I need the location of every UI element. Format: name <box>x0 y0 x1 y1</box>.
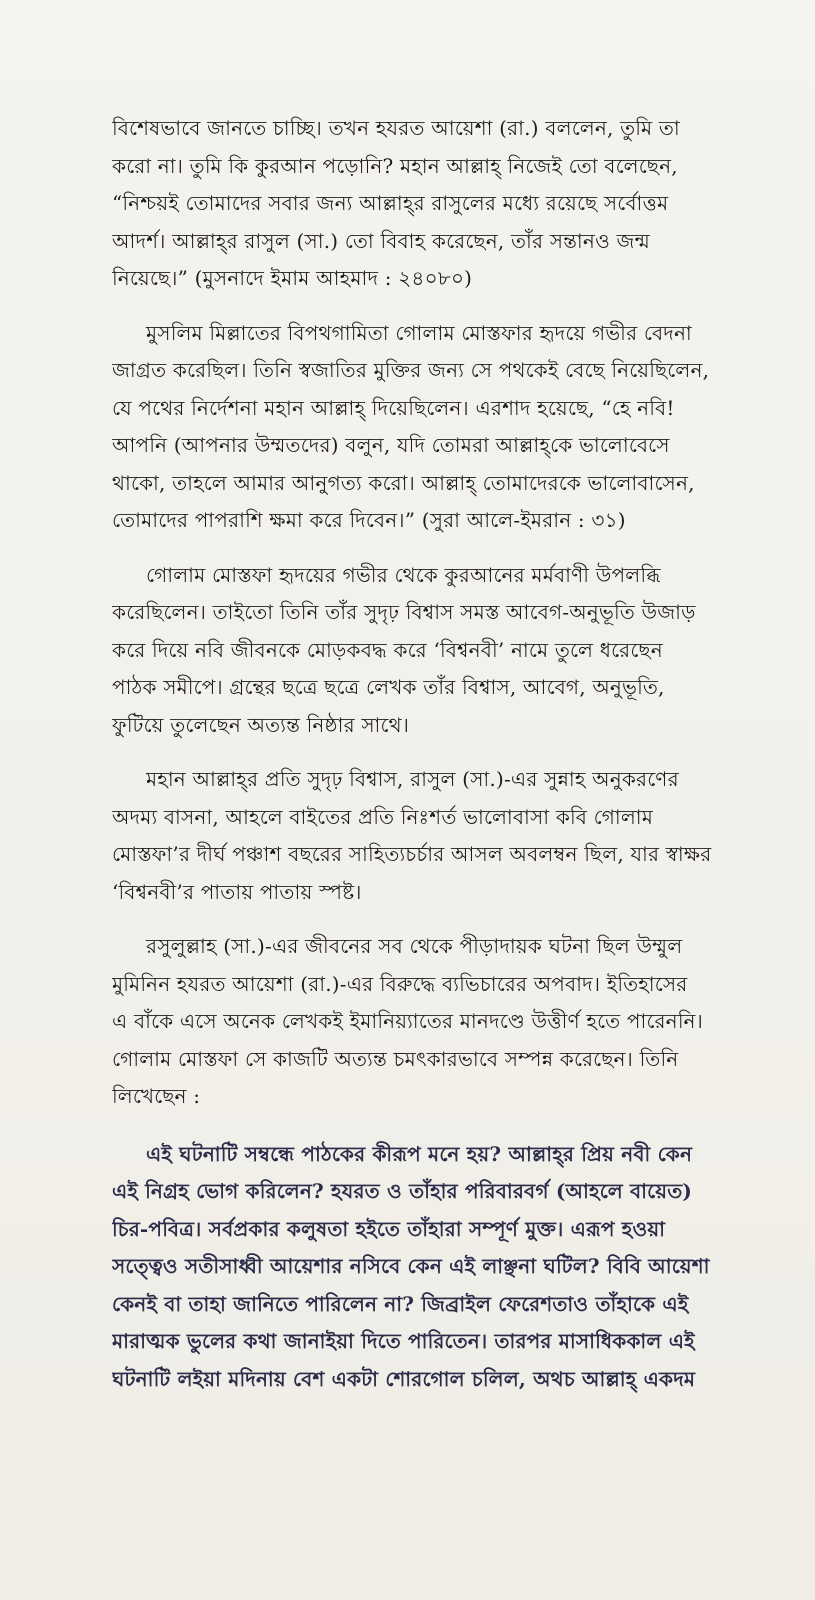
page-body <box>112 110 772 1415</box>
quote-line: ঘটনাটি লইয়া মদিনায় বেশ একটা শোরগোল চলিল, অথচ আল্লাহ্ একদম <box>112 1366 696 1391</box>
text-line: আদর্শ। আল্লাহ্‌র রাসুল (সা.) তো বিবাহ করেছেন, তাঁর সন্তানও জন্ম <box>112 228 650 253</box>
paragraph-3 <box>112 557 772 745</box>
quote-line: এই ঘটনাটি সম্বন্ধে পাঠকের কীরূপ মনে হয়? আল্লাহ্‌র প্রিয় নবী কেন <box>146 1141 693 1166</box>
text-line: গোলাম মোস্তফা হৃদয়ের গভীর থেকে কুরআনের মর্মবাণী উপলব্ধি <box>146 562 661 587</box>
text-line: রসুলুল্লাহ (সা.)-এর জীবনের সব থেকে পীড়াদায়ক ঘটনা ছিল উম্মুল <box>146 934 683 958</box>
text-line: ‘বিশ্বনবী’র পাতায় পাতায় স্পষ্ট। <box>112 879 362 904</box>
text-line: লিখেছেন : <box>112 1084 201 1108</box>
quoted-passage <box>112 1136 772 1399</box>
paragraph-1 <box>112 110 772 298</box>
text-line: থাকো, তাহলে আমার আনুগত্য করো। আল্লাহ্ তোমাদেরকে ভালোবাসেন, <box>112 470 695 495</box>
text-line: মুমিনিন হযরত আয়েশা (রা.)-এর বিরুদ্ধে ব্যভিচারের অপবাদ। ইতিহাসের <box>112 971 688 996</box>
text-line: পাঠক সমীপে। গ্রন্থের ছত্রে ছত্রে লেখক তাঁর বিশ্বাস, আবেগ, অনুভূতি, <box>112 675 665 699</box>
quote-line: মারাত্মক ভুলের কথা জানাইয়া দিতে পারিতেন। তারপর মাসাধিককাল এই <box>112 1329 695 1353</box>
quote-line: কেনই বা তাহা জানিতে পারিলেন না? জিব্রাইল ফেরেশতাও তাঁহাকে এই <box>112 1291 689 1316</box>
text-line: করেছিলেন। তাইতো তিনি তাঁর সুদৃঢ় বিশ্বাস সমস্ত আবেগ-অনুভূতি উজাড় <box>112 600 696 624</box>
text-line: মোস্তফা’র দীর্ঘ পঞ্চাশ বছরের সাহিত্যচর্চার আসল অবলম্বন ছিল, যার স্বাক্ষর <box>112 842 712 866</box>
paragraph-4 <box>112 761 772 911</box>
text-line: নিয়েছে।” (মুসনাদে ইমাম আহমাদ : ২৪০৮০) <box>112 266 473 290</box>
text-line: মুসলিম মিল্লাতের বিপথগামিতা গোলাম মোস্তফার হৃদয়ে গভীর বেদনা <box>146 320 692 345</box>
text-line: আপনি (আপনার উম্মতদের) বলুন, যদি তোমরা আল্লাহ্‌কে ভালোবেসে <box>112 433 670 457</box>
text-line: তোমাদের পাপরাশি ক্ষমা করে দিবেন।” (সুরা আলে-ইমরান : ৩১) <box>112 508 626 532</box>
quote-line: এই নিগ্রহ ভোগ করিলেন? হযরত ও তাঁহার পরিবারবর্গ (আহলে বায়েত) <box>112 1179 693 1203</box>
text-line: জাগ্রত করেছিল। তিনি স্বজাতির মুক্তির জন্য সে পথকেই বেছে নিয়েছিলেন, <box>112 358 710 382</box>
quote-line: সত্ত্বেও সতীসাধ্বী আয়েশার নসিবে কেন এই লাঞ্ছনা ঘটিল? বিবি আয়েশা <box>112 1254 710 1278</box>
quote-line: চির-পবিত্র। সর্বপ্রকার কলুষতা হইতে তাঁহারা সম্পূর্ণ মুক্ত। এরূপ হওয়া <box>112 1216 666 1241</box>
text-line: যে পথের নির্দেশনা মহান আল্লাহ্ দিয়েছিলেন। এরশাদ হয়েছে, “হে নবি! <box>112 395 675 420</box>
text-line: মহান আল্লাহ্‌র প্রতি সুদৃঢ় বিশ্বাস, রাসুল (সা.)-এর সুন্নাহ অনুকরণের <box>146 767 679 791</box>
paragraph-2 <box>112 315 772 540</box>
text-line: এ বাঁকে এসে অনেক লেখকই ইমানিয়্যাতের মানদণ্ডে উত্তীর্ণ হতে পারেননি। <box>112 1009 704 1033</box>
text-line: করে দিয়ে নবি জীবনকে মোড়কবদ্ধ করে ‘বিশ্বনবী’ নামে তুলে ধরেছেন <box>112 637 663 662</box>
text-line: বিশেষভাবে জানতে চাচ্ছি। তখন হযরত আয়েশা (রা.) বললেন, তুমি তা <box>112 116 680 140</box>
text-line: “নিশ্চয়ই তোমাদের সবার জন্য আল্লাহ্‌র রাসুলের মধ্যে রয়েছে সর্বোত্তম <box>112 191 669 215</box>
text-line: অদম্য বাসনা, আহলে বাইতের প্রতি নিঃশর্ত ভালোবাসা কবি গোলাম <box>112 804 654 829</box>
text-line: গোলাম মোস্তফা সে কাজটি অত্যন্ত চমৎকারভাবে সম্পন্ন করেছেন। তিনি <box>112 1046 679 1071</box>
paragraph-5 <box>112 928 772 1116</box>
text-line: ফুটিয়ে তুলেছেন অত্যন্ত নিষ্ঠার সাথে। <box>112 712 410 737</box>
text-line: করো না। তুমি কি কুরআন পড়োনি? মহান আল্লাহ্ নিজেই তো বলেছেন, <box>112 153 678 178</box>
